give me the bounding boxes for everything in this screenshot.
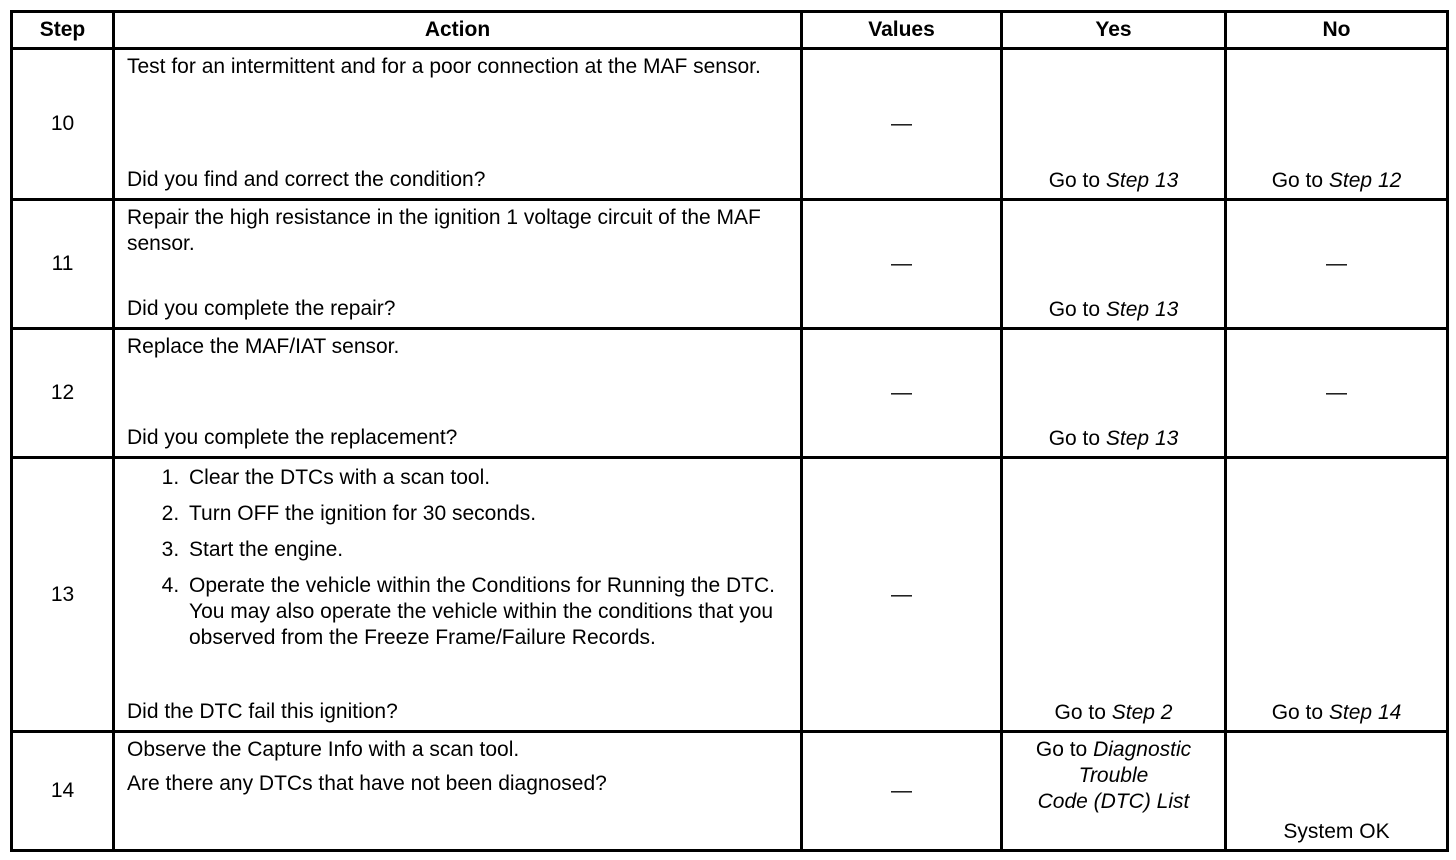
no-cell: — <box>1226 329 1448 458</box>
header-no: No <box>1226 12 1448 49</box>
action-question: Did you find and correct the condition? <box>127 168 486 192</box>
header-yes: Yes <box>1002 12 1226 49</box>
no-cell <box>1226 732 1448 851</box>
values-cell: — <box>802 200 1002 329</box>
step-number: 12 <box>12 329 114 458</box>
step-number: 10 <box>12 49 114 200</box>
table-row <box>12 49 1448 200</box>
action-cell <box>114 200 802 329</box>
action-text: Repair the high resistance in the ignition 1 voltage circuit of the MAF sensor. <box>127 206 761 256</box>
no-cell <box>1226 49 1448 200</box>
list-item: 4. Operate the vehicle within the Conditions for Running the DTC. You may also operate the vehicle within the conditions that you observed from the Freeze Frame/Failure Records. <box>185 573 788 651</box>
action-cell <box>114 49 802 200</box>
values-cell: — <box>802 458 1002 732</box>
yes-cell <box>1002 458 1226 732</box>
yes-goto[interactable]: Go to Step 13 <box>1048 427 1179 451</box>
step-number: 13 <box>12 458 114 732</box>
yes-goto[interactable]: Go to Diagnostic Trouble Code (DTC) List <box>1035 738 1192 814</box>
action-cell <box>114 329 802 458</box>
action-question: Are there any DTCs that have not been diagnosed? <box>127 772 607 796</box>
action-question: Did you complete the repair? <box>127 297 396 321</box>
yes-cell <box>1002 732 1226 851</box>
diagnostic-table <box>10 10 1449 852</box>
header-step: Step <box>12 12 114 49</box>
table-row <box>12 329 1448 458</box>
no-cell <box>1226 458 1448 732</box>
action-cell <box>114 732 802 851</box>
yes-goto[interactable]: Go to Step 13 <box>1048 298 1179 322</box>
action-question: Did you complete the replacement? <box>127 426 458 450</box>
action-cell <box>114 458 802 732</box>
values-cell: — <box>802 329 1002 458</box>
yes-goto[interactable]: Go to Step 13 <box>1048 169 1179 193</box>
action-steps-list <box>127 465 788 651</box>
no-cell: — <box>1226 200 1448 329</box>
table-row <box>12 732 1448 851</box>
action-text: Observe the Capture Info with a scan tool. <box>127 738 520 762</box>
list-item: 1. Clear the DTCs with a scan tool. <box>185 465 788 491</box>
list-item: 3. Start the engine. <box>185 537 788 563</box>
values-cell: — <box>802 49 1002 200</box>
action-question: Did the DTC fail this ignition? <box>127 700 398 724</box>
yes-cell <box>1002 200 1226 329</box>
no-result: System OK <box>1283 820 1390 843</box>
table-row <box>12 458 1448 732</box>
action-text: Test for an intermittent and for a poor connection at the MAF sensor. <box>127 55 761 78</box>
step-number: 14 <box>12 732 114 851</box>
header-action: Action <box>114 12 802 49</box>
yes-goto[interactable]: Go to Step 2 <box>1054 701 1173 725</box>
no-goto[interactable]: Go to Step 14 <box>1271 701 1402 725</box>
values-cell: — <box>802 732 1002 851</box>
action-text: Replace the MAF/IAT sensor. <box>127 335 400 359</box>
header-values: Values <box>802 12 1002 49</box>
list-item: 2. Turn OFF the ignition for 30 seconds. <box>185 501 788 527</box>
yes-cell <box>1002 329 1226 458</box>
yes-cell <box>1002 49 1226 200</box>
no-goto[interactable]: Go to Step 12 <box>1271 169 1402 193</box>
table-row <box>12 200 1448 329</box>
step-number: 11 <box>12 200 114 329</box>
header-row <box>12 12 1448 49</box>
